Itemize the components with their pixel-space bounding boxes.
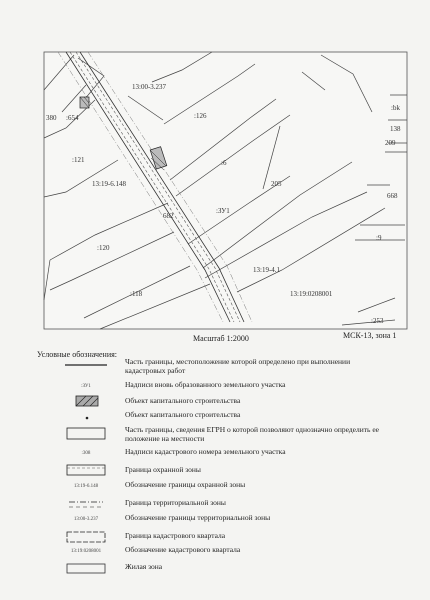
label-parcel: :bk bbox=[391, 104, 400, 112]
label-parcel: :118 bbox=[130, 290, 143, 298]
legend-text: Обозначение границы охранной зоны bbox=[125, 480, 246, 489]
legend-item bbox=[33, 546, 393, 558]
label-parcel: :654 bbox=[66, 114, 79, 122]
label-parcel: :253 bbox=[371, 317, 384, 325]
legend-text: Объект капитального строительства bbox=[125, 396, 241, 405]
legend-text: Часть границы, местоположение которой определено при выполнении кадастровых работ bbox=[125, 357, 351, 375]
legend-item bbox=[33, 562, 393, 574]
label-parcel: :126 bbox=[194, 112, 207, 120]
legend-item bbox=[33, 381, 393, 393]
legend-text: Граница территориальной зоны bbox=[125, 498, 226, 507]
legend-item bbox=[33, 497, 393, 511]
legend-item bbox=[33, 394, 393, 408]
survey-boundary-symbol bbox=[63, 358, 109, 372]
hatched-building-icon bbox=[63, 394, 109, 408]
legend-text: Объект капитального строительства bbox=[125, 410, 241, 419]
legend-text: Обозначение кадастрового квартала bbox=[125, 545, 241, 554]
legend-code: :ЗУ1 bbox=[81, 384, 91, 389]
label-parcel: :9 bbox=[376, 234, 382, 242]
map-scale: Масштаб 1:2000 bbox=[193, 334, 249, 343]
legend-text: Жилая зона bbox=[125, 562, 163, 571]
legend-code: 13:00-3.237 bbox=[73, 517, 99, 522]
label-parcel: :121 bbox=[72, 156, 85, 164]
point-object-icon bbox=[63, 411, 109, 425]
legend-text: Обозначение границы территориальной зоны bbox=[125, 513, 271, 522]
label-quarter: 13:19-4.1 bbox=[253, 266, 281, 274]
legend-text: Часть границы, сведения ЕГРН о которой позволяют однозначно определить ее положение на местности bbox=[125, 425, 380, 443]
legend-item bbox=[33, 463, 393, 477]
label-parcel: :6 bbox=[221, 159, 227, 167]
territorial-zone-symbol bbox=[63, 497, 109, 511]
legend-code: 13:19-6.148 bbox=[73, 484, 99, 489]
legend-item bbox=[33, 448, 393, 460]
legend-code: 13:19:0208001 bbox=[70, 549, 102, 554]
egrn-boundary-symbol bbox=[63, 426, 109, 440]
map-frame bbox=[44, 52, 407, 329]
legend-text: Граница охранной зоны bbox=[125, 465, 201, 474]
label-parcel: :120 bbox=[97, 244, 110, 252]
label-protection-zone: 13:19-6.148 bbox=[92, 180, 127, 188]
legend-title: Условные обозначения: bbox=[37, 350, 118, 359]
label-parcel: 209 bbox=[385, 139, 396, 147]
legend-item bbox=[33, 358, 393, 378]
legend-item bbox=[33, 411, 393, 423]
label-quarter: 13:19:0208001 bbox=[290, 290, 333, 298]
cadastral-quarter-symbol bbox=[63, 530, 109, 544]
residential-zone-symbol bbox=[63, 562, 109, 576]
label-parcel: 380 bbox=[46, 114, 57, 122]
legend-item bbox=[33, 530, 393, 544]
label-parcel: 668 bbox=[387, 192, 398, 200]
label-new-parcel: :ЗУ1 bbox=[216, 207, 230, 215]
label-parcel: 682 bbox=[163, 212, 174, 220]
legend-text: Надписи вновь образованного земельного участка bbox=[125, 380, 286, 389]
legend-item bbox=[33, 481, 393, 493]
label-parcel: 205 bbox=[271, 180, 282, 188]
coordinate-system: МСК-13, зона 1 bbox=[343, 331, 397, 340]
legend-item bbox=[33, 514, 393, 526]
legend-text: Граница кадастрового квартала bbox=[125, 531, 226, 540]
legend-item bbox=[33, 426, 393, 446]
label-terr-zone: 13:00-3.237 bbox=[132, 83, 167, 91]
label-parcel: 138 bbox=[390, 125, 401, 133]
protection-zone-symbol bbox=[63, 463, 109, 477]
legend-text: Надписи кадастрового номера земельного участка bbox=[125, 447, 286, 456]
legend-code: :308 bbox=[81, 451, 91, 456]
